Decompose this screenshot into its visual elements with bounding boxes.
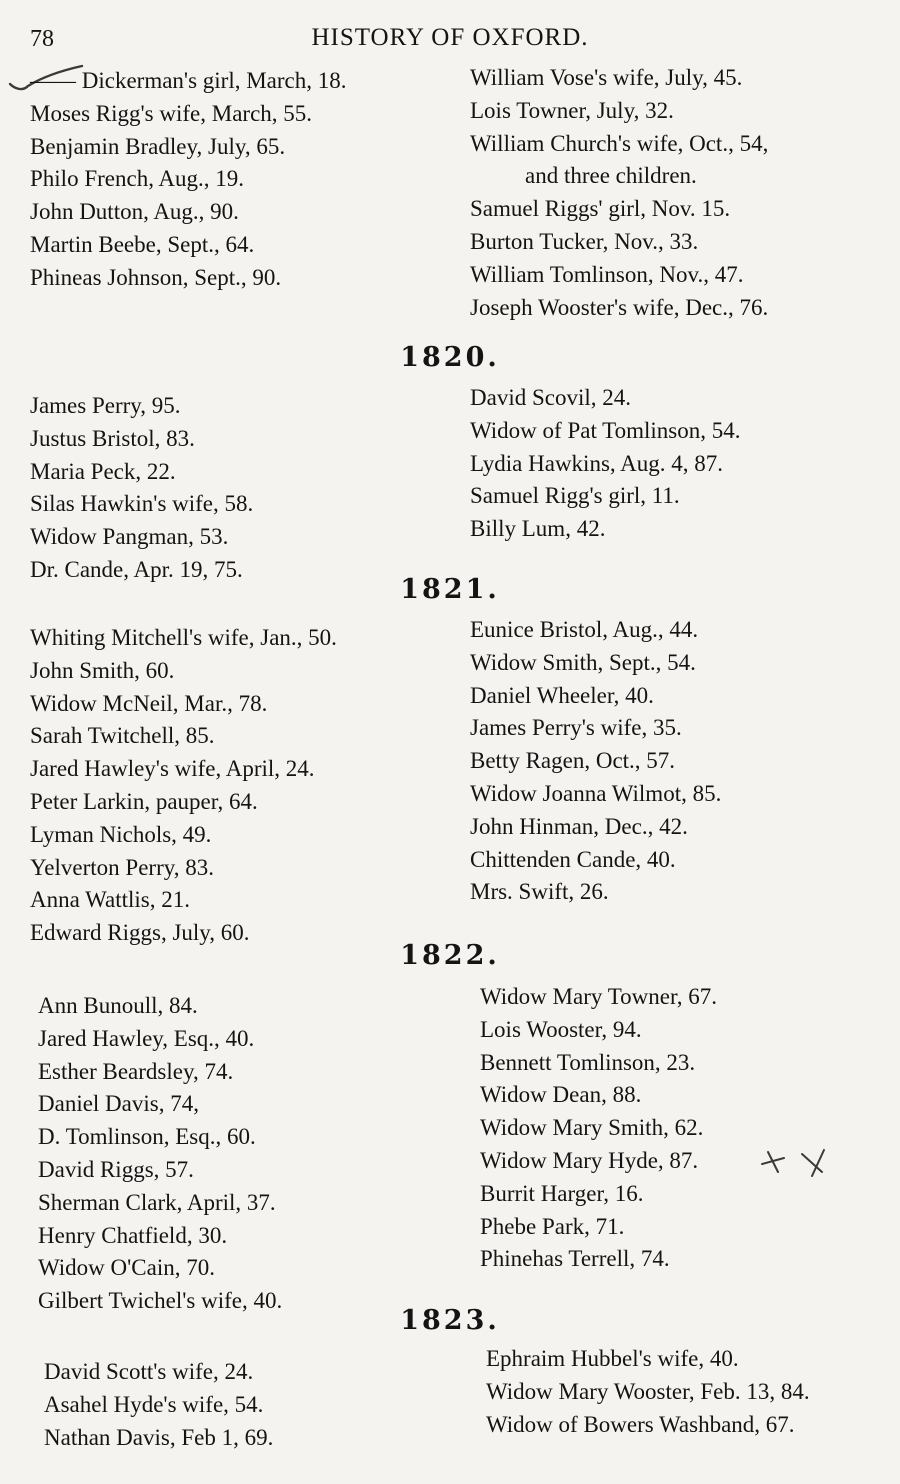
- death-entry-continuation: and three children.: [525, 163, 697, 189]
- top-left-column: [30, 65, 450, 295]
- death-entry: Benjamin Bradley, July, 65.: [30, 133, 286, 159]
- death-entry: Widow Smith, Sept., 54.: [470, 649, 696, 675]
- death-entry: Burrit Harger, 16.: [480, 1180, 644, 1206]
- death-entry: David Scott's wife, 24.: [44, 1359, 254, 1384]
- year-heading-1821: 1821.: [400, 574, 500, 605]
- death-entry: Chittenden Cande, 40.: [470, 846, 676, 872]
- death-entry: Billy Lum, 42.: [470, 516, 606, 542]
- death-entry: Mrs. Swift, 26.: [470, 879, 609, 905]
- death-entry: Lydia Hawkins, Aug. 4, 87.: [470, 450, 723, 476]
- death-entry: Widow Mary Smith, 62.: [480, 1115, 704, 1141]
- death-entry: Moses Rigg's wife, March, 55.: [30, 100, 313, 126]
- year-1823-left-column: [44, 1356, 464, 1454]
- year-1822-right-column: [480, 981, 900, 1276]
- page-header: [0, 22, 900, 54]
- year-1821-left-column: [30, 622, 450, 950]
- year-heading-1823: 1823.: [400, 1305, 500, 1336]
- death-entry: William Church's wife, Oct., 54,: [470, 130, 769, 156]
- death-entry: Sarah Twitchell, 85.: [30, 723, 215, 749]
- death-entry: David Scovil, 24.: [470, 385, 631, 410]
- death-entry: D. Tomlinson, Esq., 60.: [38, 1124, 256, 1150]
- death-entry: Yelverton Perry, 83.: [30, 854, 214, 880]
- death-entry: William Tomlinson, Nov., 47.: [470, 261, 744, 287]
- death-entry: Jared Hawley's wife, April, 24.: [30, 756, 315, 782]
- death-entry: Widow Mary Hyde, 87.: [480, 1147, 699, 1173]
- death-entry: James Perry's wife, 35.: [470, 715, 682, 741]
- death-entry: Lyman Nichols, 49.: [30, 821, 212, 847]
- death-entry: William Vose's wife, July, 45.: [470, 65, 743, 90]
- pencil-cross-icon: [758, 1142, 838, 1178]
- death-entry: Silas Hawkin's wife, 58.: [30, 491, 254, 517]
- death-entry: Phebe Park, 71.: [480, 1213, 625, 1239]
- death-entry: Eunice Bristol, Aug., 44.: [470, 617, 699, 642]
- death-entry: Widow Mary Towner, 67.: [480, 984, 717, 1009]
- year-1820-right-column: [470, 382, 895, 546]
- year-1823-right-column: [486, 1343, 900, 1441]
- death-entry: John Hinman, Dec., 42.: [470, 813, 688, 839]
- death-entry: Philo French, Aug., 19.: [30, 166, 245, 192]
- year-heading-1822: 1822.: [400, 940, 500, 971]
- death-entry: David Riggs, 57.: [38, 1156, 194, 1182]
- death-entry: Widow O'Cain, 70.: [38, 1255, 215, 1281]
- death-entry: Daniel Wheeler, 40.: [470, 682, 654, 708]
- year-1822-left-column: [38, 990, 458, 1318]
- death-entry: Betty Ragen, Oct., 57.: [470, 748, 676, 774]
- death-entry: Henry Chatfield, 30.: [38, 1222, 228, 1248]
- death-entry: Justus Bristol, 83.: [30, 425, 195, 451]
- page-number: 78: [30, 26, 54, 52]
- death-entry: Daniel Davis, 74,: [38, 1091, 199, 1117]
- death-entry: Nathan Davis, Feb 1, 69.: [44, 1424, 274, 1450]
- death-entry: Samuel Riggs' girl, Nov. 15.: [470, 196, 731, 222]
- death-entry: Ephraim Hubbel's wife, 40.: [486, 1346, 739, 1371]
- death-entry: Bennett Tomlinson, 23.: [480, 1049, 696, 1075]
- death-entry: John Dutton, Aug., 90.: [30, 199, 239, 225]
- year-1821-right-column: [470, 614, 895, 909]
- death-entry: Whiting Mitchell's wife, Jan., 50.: [30, 625, 337, 650]
- death-entry: Esther Beardsley, 74.: [38, 1058, 234, 1084]
- death-entry: Widow Joanna Wilmot, 85.: [470, 780, 722, 806]
- death-entry: Maria Peck, 22.: [30, 458, 176, 484]
- death-entry: John Smith, 60.: [30, 657, 175, 683]
- death-entry: Widow Pangman, 53.: [30, 524, 229, 550]
- death-entry: Lois Wooster, 94.: [480, 1016, 642, 1042]
- year-heading-1820: 1820.: [400, 342, 500, 373]
- death-entry: Sherman Clark, April, 37.: [38, 1189, 276, 1215]
- death-entry: Lois Towner, July, 32.: [470, 97, 674, 123]
- top-right-column: [470, 62, 895, 324]
- death-entry: Martin Beebe, Sept., 64.: [30, 231, 255, 257]
- death-entry: Anna Wattlis, 21.: [30, 887, 190, 913]
- death-entry: Samuel Rigg's girl, 11.: [470, 483, 680, 509]
- death-entry: Widow of Bowers Washband, 67.: [486, 1411, 795, 1437]
- death-entry: Widow Mary Wooster, Feb. 13, 84.: [486, 1378, 810, 1404]
- death-entry: Dr. Cande, Apr. 19, 75.: [30, 556, 243, 582]
- death-entry: Peter Larkin, pauper, 64.: [30, 788, 258, 814]
- death-entry: Joseph Wooster's wife, Dec., 76.: [470, 294, 769, 320]
- death-entry: Phinehas Terrell, 74.: [480, 1246, 670, 1272]
- death-entry: Jared Hawley, Esq., 40.: [38, 1025, 255, 1051]
- death-entry: Widow of Pat Tomlinson, 54.: [470, 417, 741, 443]
- death-entry: Phineas Johnson, Sept., 90.: [30, 264, 282, 290]
- death-entry: James Perry, 95.: [30, 393, 181, 418]
- death-entry: Ann Bunoull, 84.: [38, 993, 198, 1018]
- death-entry: —— Dickerman's girl, March, 18.: [30, 68, 347, 93]
- death-entry: Asahel Hyde's wife, 54.: [44, 1391, 264, 1417]
- death-entry: Widow McNeil, Mar., 78.: [30, 690, 268, 716]
- death-entry: Edward Riggs, July, 60.: [30, 920, 250, 946]
- death-entry: Burton Tucker, Nov., 33.: [470, 228, 699, 254]
- death-entry: Gilbert Twichel's wife, 40.: [38, 1288, 283, 1314]
- running-title: HISTORY OF OXFORD.: [311, 24, 589, 51]
- year-1820-left-column: [30, 390, 450, 587]
- death-entry: Widow Dean, 88.: [480, 1082, 642, 1108]
